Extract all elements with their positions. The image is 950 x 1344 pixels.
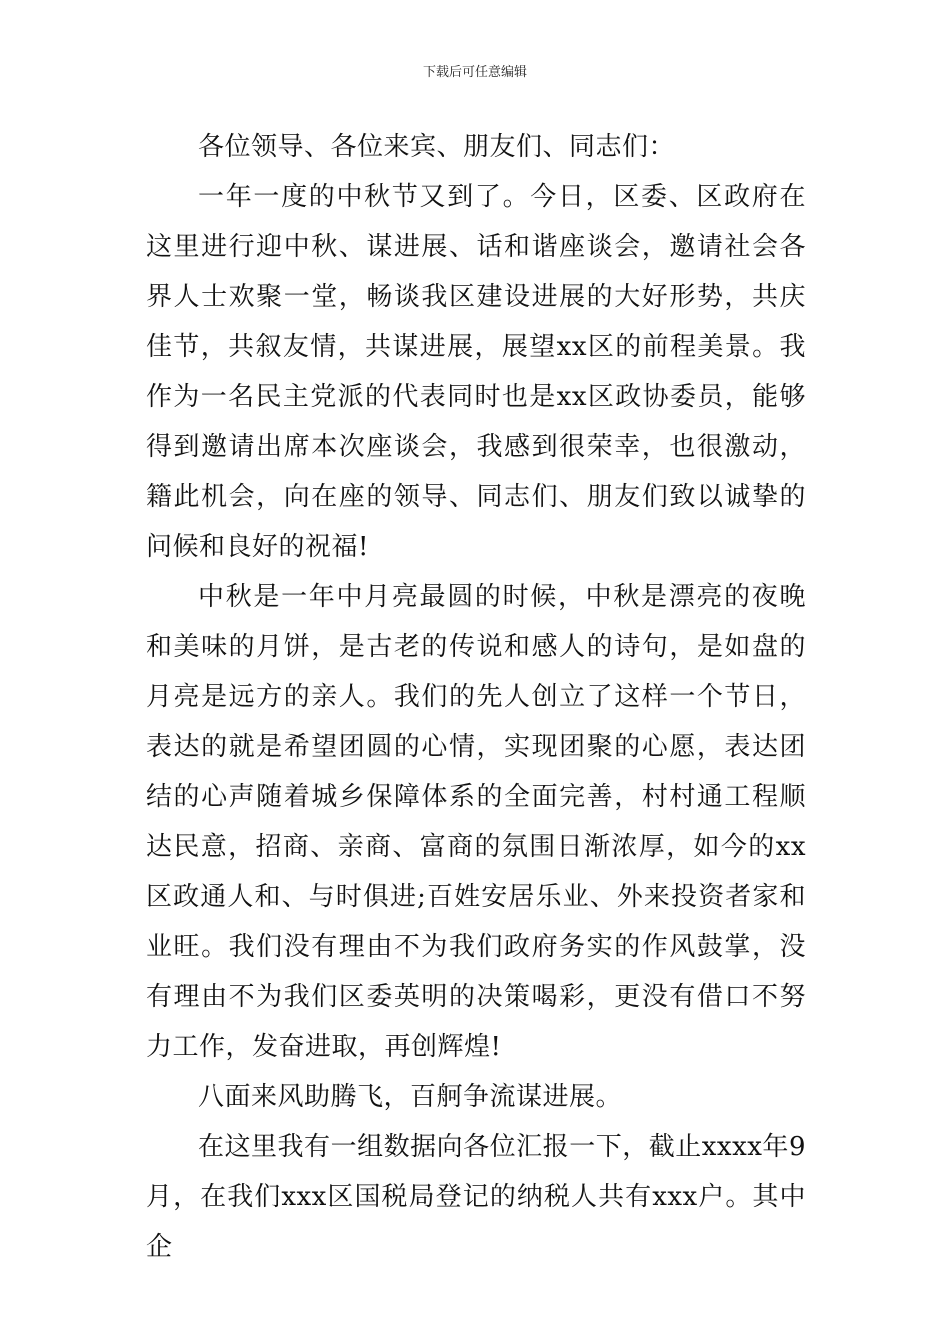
body-paragraph: 中秋是一年中月亮最圆的时候，中秋是漂亮的夜晚和美味的月饼，是古老的传说和感人的诗句，是如盘的月亮是远方的亲人。我们的先人创立了这样一个节日，表达的就是希望团圆的心情，实现团聚的心愿，表达团结的心声随着城乡保障体系的全面完善，村村通工程顺达民意，招商、亲商、富商的氛围日渐浓厚，如今的xx区政通人和、与时俱进;百姓安居乐业、外来投资者家和业旺。我们没有理由不为我们政府务实的作风鼓掌，没有理由不为我们区委英明的决策喝彩，更没有借口不努力工作，发奋进取，再创辉煌! bbox=[146, 582, 806, 1062]
document-body bbox=[146, 122, 806, 1272]
body-paragraph: 一年一度的中秋节又到了。今日，区委、区政府在这里进行迎中秋、谋进展、话和谐座谈会，邀请社会各界人士欢聚一堂，畅谈我区建设进展的大好形势，共庆佳节，共叙友情，共谋进展，展望xx区的前程美景。我作为一名民主党派的代表同时也是xx区政协委员，能够得到邀请出席本次座谈会，我感到很荣幸，也很激动，籍此机会，向在座的领导、同志们、朋友们致以诚挚的问候和良好的祝福! bbox=[146, 182, 806, 562]
page-header: 下载后可任意编辑 bbox=[422, 65, 527, 80]
body-paragraph: 在这里我有一组数据向各位汇报一下，截止xxxx年9月，在我们xxx区国税局登记的纳税人共有xxx户。其中企 bbox=[146, 1132, 806, 1262]
salutation-paragraph: 各位领导、各位来宾、朋友们、同志们： bbox=[198, 132, 676, 162]
body-paragraph: 八面来风助腾飞，百舸争流谋进展。 bbox=[198, 1082, 623, 1112]
